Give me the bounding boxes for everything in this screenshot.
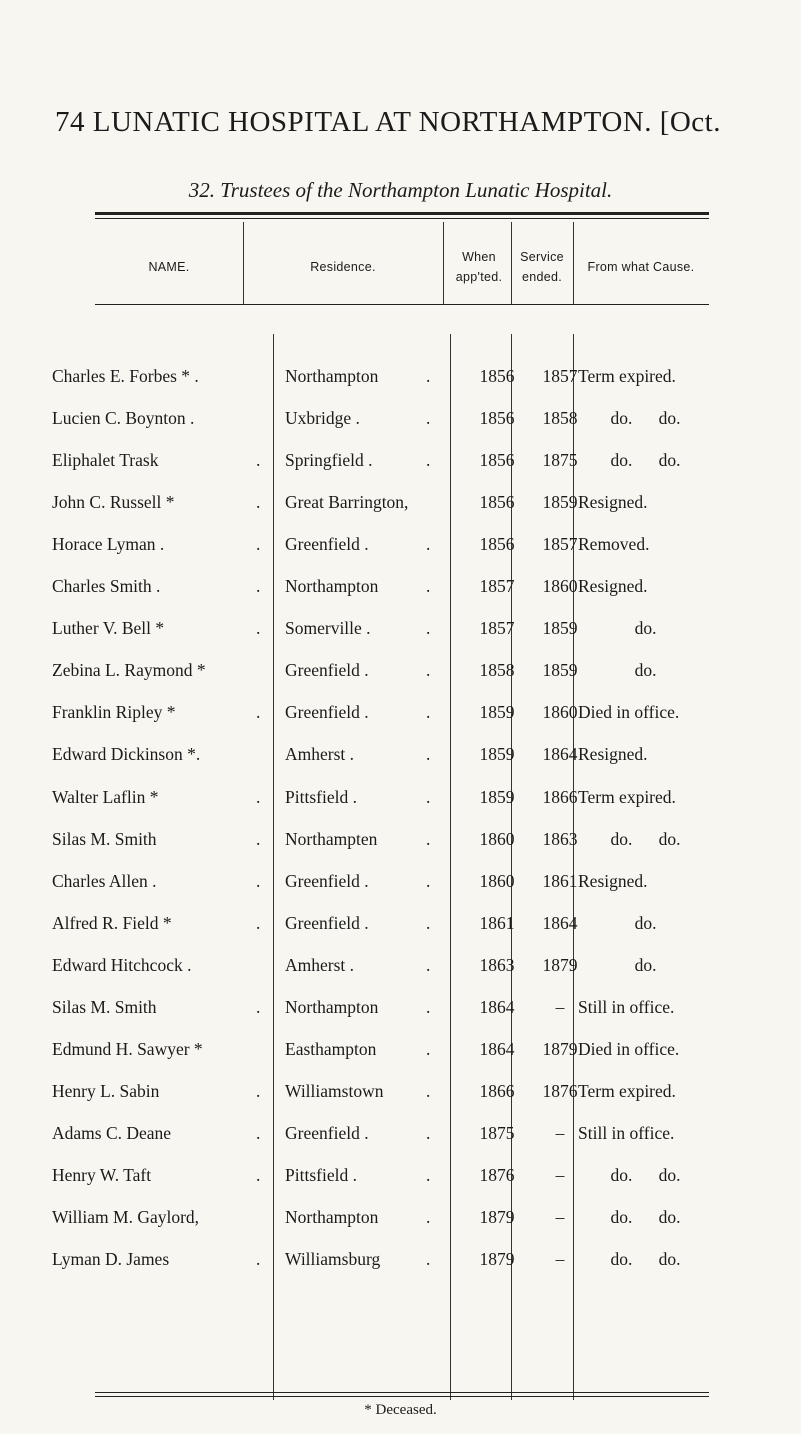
year-appointed: 1859	[479, 744, 515, 765]
leader-dot: .	[256, 1122, 261, 1143]
residence: Somerville .	[285, 618, 371, 639]
year-appointed: 1857	[479, 618, 515, 639]
year-appointed: 1856	[479, 450, 515, 471]
leader-dot: .	[426, 1249, 431, 1270]
leader-dot: .	[426, 660, 431, 681]
year-appointed: 1875	[479, 1122, 515, 1143]
year-ended: 1863	[542, 828, 578, 849]
leader-dot: .	[256, 702, 261, 723]
residence: Greenfield .	[285, 534, 369, 555]
year-ended: –	[555, 996, 565, 1017]
year-ended: –	[555, 1249, 565, 1270]
residence: Greenfield .	[285, 1122, 369, 1143]
year-ended: 1866	[542, 786, 578, 807]
trustee-name: Silas M. Smith	[52, 828, 157, 849]
residence: Northampton	[285, 576, 379, 597]
table-row	[0, 1249, 801, 1279]
year-ended: 1876	[542, 1080, 578, 1101]
cause: do.	[634, 660, 657, 681]
trustee-name: John C. Russell *	[52, 492, 175, 513]
residence: Greenfield .	[285, 660, 369, 681]
table-row	[0, 366, 801, 396]
cause: do. do.	[610, 1207, 681, 1227]
leader-dot: .	[256, 828, 261, 849]
trustee-name: Franklin Ripley *	[52, 702, 176, 723]
year-appointed: 1860	[479, 870, 515, 891]
leader-dot: .	[256, 1164, 261, 1185]
col-divider	[511, 222, 512, 304]
cause: do.	[634, 954, 657, 975]
col-header-name: NAME.	[148, 260, 190, 274]
year-appointed: 1864	[479, 1038, 515, 1059]
trustee-name: Charles Smith .	[52, 576, 161, 597]
year-ended: 1864	[542, 912, 578, 933]
residence: Easthampton	[285, 1038, 377, 1059]
cause: Resigned.	[578, 744, 648, 765]
top-rule	[95, 212, 709, 215]
table-row	[0, 1207, 801, 1237]
cause: do. do.	[610, 450, 681, 471]
year-appointed: 1866	[479, 1080, 515, 1101]
year-ended: 1857	[542, 366, 578, 386]
leader-dot: .	[256, 912, 261, 933]
leader-dot: .	[426, 744, 431, 765]
header-rule	[95, 304, 709, 305]
cause: Term expired.	[578, 366, 676, 386]
year-appointed: 1858	[479, 660, 515, 681]
table-row	[0, 702, 801, 732]
leader-dot: .	[426, 534, 431, 555]
residence: Northampton	[285, 1207, 379, 1227]
cause: do. do.	[610, 1164, 681, 1185]
year-ended: 1879	[542, 1038, 578, 1059]
year-ended: 1879	[542, 954, 578, 975]
leader-dot: .	[256, 618, 261, 639]
residence: Pittsfield .	[285, 1164, 357, 1185]
trustee-name: Adams C. Deane	[52, 1122, 172, 1143]
leader-dot: .	[256, 534, 261, 555]
year-appointed: 1876	[479, 1164, 515, 1185]
col-divider	[443, 222, 444, 304]
cause: Still in office.	[578, 1122, 675, 1143]
leader-dot: .	[256, 576, 261, 597]
cause: Removed.	[578, 534, 650, 555]
year-appointed: 1879	[479, 1207, 515, 1227]
leader-dot: .	[426, 576, 431, 597]
leader-dot: .	[426, 450, 431, 471]
table-row	[0, 450, 801, 480]
leader-dot: .	[426, 996, 431, 1017]
trustee-name: Silas M. Smith	[52, 996, 157, 1017]
table-row	[0, 744, 801, 774]
table-row	[0, 1165, 801, 1195]
year-appointed: 1859	[479, 786, 515, 807]
cause: Resigned.	[578, 576, 648, 597]
leader-dot: .	[256, 1080, 261, 1101]
cause: Died in office.	[578, 702, 680, 723]
table-title: Trustees of the Northampton Lunatic Hospital.	[220, 178, 613, 202]
residence: Greenfield .	[285, 870, 369, 891]
table-row	[0, 871, 801, 901]
leader-dot: .	[256, 786, 261, 807]
leader-dot: .	[256, 996, 261, 1017]
leader-dot: .	[256, 1249, 261, 1270]
leader-dot: .	[256, 450, 261, 471]
table-row	[0, 618, 801, 648]
year-ended: 1864	[542, 744, 578, 765]
year-ended: 1861	[542, 870, 578, 891]
table-row	[0, 913, 801, 943]
residence: Williamstown	[285, 1080, 384, 1101]
table-caption	[0, 178, 801, 203]
page-header: 74 LUNATIC HOSPITAL AT NORTHAMPTON. [Oct.	[55, 106, 721, 138]
leader-dot: .	[426, 786, 431, 807]
residence: Amherst .	[285, 954, 355, 975]
year-appointed: 1860	[479, 828, 515, 849]
leader-dot: .	[426, 954, 431, 975]
year-appointed: 1856	[479, 408, 515, 429]
trustee-name: Charles E. Forbes * .	[52, 366, 199, 386]
leader-dot: .	[426, 366, 431, 386]
year-appointed: 1861	[479, 912, 515, 933]
year-appointed: 1856	[479, 366, 515, 386]
year-ended: –	[555, 1207, 565, 1227]
trustee-name: Alfred R. Field *	[52, 912, 172, 933]
leader-dot: .	[426, 1207, 431, 1227]
table-row	[0, 576, 801, 606]
year-ended: 1858	[542, 408, 578, 429]
cause: Term expired.	[578, 1080, 676, 1101]
table-row	[0, 997, 801, 1027]
table-row	[0, 534, 801, 564]
table-row	[0, 1039, 801, 1069]
cause: Still in office.	[578, 996, 675, 1017]
residence: Uxbridge .	[285, 408, 360, 429]
trustee-name: Charles Allen .	[52, 870, 157, 891]
cause: do. do.	[610, 408, 681, 429]
leader-dot: .	[426, 1122, 431, 1143]
trustee-name: Eliphalet Trask	[52, 450, 159, 471]
residence: Greenfield .	[285, 702, 369, 723]
leader-dot: .	[426, 618, 431, 639]
residence: Northampten	[285, 828, 378, 849]
residence: Springfield .	[285, 450, 373, 471]
table-number: 32.	[188, 178, 215, 202]
trustee-name: Luther V. Bell *	[52, 618, 165, 639]
leader-dot: .	[256, 492, 261, 513]
table-row	[0, 660, 801, 690]
cause: do. do.	[610, 1249, 681, 1270]
trustee-name: Zebina L. Raymond *	[52, 660, 206, 681]
residence: Northampton	[285, 366, 379, 386]
cause: Resigned.	[578, 492, 648, 513]
table-row	[0, 1081, 801, 1111]
cause: do.	[634, 912, 657, 933]
year-ended: –	[555, 1164, 565, 1185]
trustee-name: William M. Gaylord,	[52, 1207, 200, 1227]
col-header-service-ended: Service ended.	[520, 250, 564, 284]
leader-dot: .	[426, 912, 431, 933]
leader-dot: .	[426, 870, 431, 891]
year-appointed: 1856	[479, 534, 515, 555]
table-row	[0, 955, 801, 985]
cause: Resigned.	[578, 870, 648, 891]
top-rule-thin	[95, 218, 709, 219]
year-ended: 1860	[542, 702, 578, 723]
year-ended: 1860	[542, 576, 578, 597]
col-header-when: When app'ted.	[455, 250, 503, 284]
trustee-name: Edward Dickinson *.	[52, 744, 201, 765]
leader-dot: .	[426, 1164, 431, 1185]
trustee-name: Walter Laflin *	[52, 786, 159, 807]
residence: Williamsburg	[285, 1249, 381, 1270]
table-row	[0, 829, 801, 859]
trustee-name: Henry W. Taft	[52, 1164, 152, 1185]
col-header-residence: Residence.	[310, 260, 376, 274]
cause: do.	[634, 618, 657, 639]
trustee-name: Lucien C. Boynton .	[52, 408, 195, 429]
year-ended: 1859	[542, 492, 578, 513]
year-appointed: 1863	[479, 954, 515, 975]
cause: Term expired.	[578, 786, 676, 807]
year-ended: 1875	[542, 450, 578, 471]
bottom-rule	[95, 1396, 709, 1397]
residence: Great Barrington,	[285, 492, 409, 513]
cause: do. do.	[610, 828, 681, 849]
residence: Northampton	[285, 996, 379, 1017]
trustee-name: Lyman D. James	[52, 1249, 170, 1270]
trustee-name: Horace Lyman .	[52, 534, 165, 555]
year-appointed: 1864	[479, 996, 515, 1017]
table-row	[0, 787, 801, 817]
leader-dot: .	[426, 828, 431, 849]
year-appointed: 1879	[479, 1249, 515, 1270]
year-ended: 1857	[542, 534, 578, 555]
leader-dot: .	[426, 702, 431, 723]
leader-dot: .	[426, 1038, 431, 1059]
table-row	[0, 408, 801, 438]
year-appointed: 1856	[479, 492, 515, 513]
col-header-cause: From what Cause.	[587, 260, 695, 274]
trustee-name: Edward Hitchcock .	[52, 954, 192, 975]
year-appointed: 1859	[479, 702, 515, 723]
trustee-name: Henry L. Sabin	[52, 1080, 160, 1101]
footnote: * Deceased.	[364, 1402, 437, 1418]
leader-dot: .	[256, 870, 261, 891]
trustee-name: Edmund H. Sawyer *	[52, 1038, 203, 1059]
residence: Amherst .	[285, 744, 355, 765]
cause: Died in office.	[578, 1038, 680, 1059]
leader-dot: .	[426, 1080, 431, 1101]
year-ended: 1859	[542, 660, 578, 681]
bottom-rule	[95, 1392, 709, 1393]
year-appointed: 1857	[479, 576, 515, 597]
leader-dot: .	[426, 408, 431, 429]
table-row	[0, 492, 801, 522]
residence: Pittsfield .	[285, 786, 357, 807]
residence: Greenfield .	[285, 912, 369, 933]
table-row	[0, 1123, 801, 1153]
year-ended: –	[555, 1122, 565, 1143]
year-ended: 1859	[542, 618, 578, 639]
